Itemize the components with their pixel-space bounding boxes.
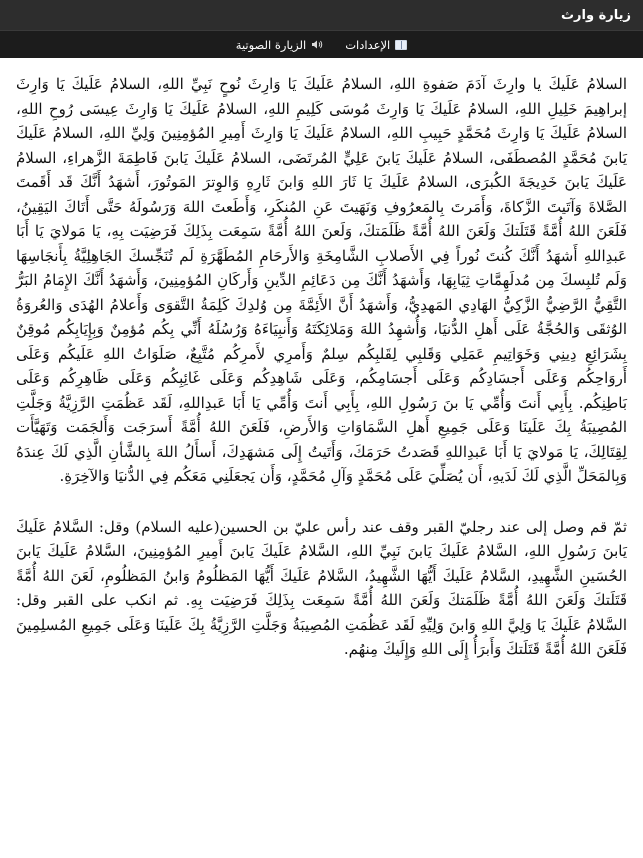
settings-button[interactable] xyxy=(345,38,407,52)
ziyarah-paragraph-2: ثمّ قم وصل إلى عند رجليّ القبر وقف عند رأس عليّ بن الحسين(عليه السلام) وقل: السَّلامُ عَلَيكَ يَابنَ رَسُولِ اللهِ، السَّلامُ عَلَيكَ يَابنَ نَبِيِّ اللهِ، السَّلامُ عَلَيكَ يَابنَ أَمِيرِ المُؤمِنِينَ، السَّلامُ عَلَيكَ يَابنَ الحُسَينِ الشَّهِيدِ، السَّلامُ عَلَيكَ أَيُّهَا الشَّهِيدُ، السَّلامُ عَلَيكَ أَيُّهَا المَظلُومُ وَابنُ المَظلُومِ، لَعَنَ اللهُ أُمَّةً قَتَلَتكَ وَلَعَنَ اللهُ أُمَّةً ظَلَمَتكَ وَلَعَنَ اللهُ أُمَّةً سَمِعَت بِذَلِكَ فَرَضِيَت بِهِ. ثم انكب على القبر وقل: السَّلامُ عَلَيكَ يَا وَلِيَّ اللهِ وَابنَ وَلِيِّهِ لَقَد عَظُمَتِ المُصِيبَةُ وَجَلَّتِ الرَّزِيَّةُ بِكَ عَلَينَا وَعَلَى جَمِيعِ المُسلِمِينَ فَلَعَنَ اللهُ أُمَّةً قَتَلَتكَ وَأَبرَأُ إِلَى اللهِ وَإِلَيكَ مِنهُم. xyxy=(16,517,627,658)
speaker-icon xyxy=(311,39,323,50)
settings-label: الإعدادات xyxy=(345,37,391,52)
book-icon xyxy=(395,40,407,50)
audio-ziyarah-button[interactable] xyxy=(236,38,323,52)
audio-ziyarah-label: الزيارة الصوتية xyxy=(235,37,307,52)
ziyarah-paragraph-1: السلامُ عَلَيكَ يا وارِثَ آدَمَ صَفوةِ اللهِ، السلامُ عَلَيكَ يَا وَارِثَ نُوحٍ نَبِيِّ اللهِ، السلامُ عَلَيكَ يَا وَارِثَ إبراهِيمَ خَلِيلِ اللهِ، السلامُ عَلَيكَ يَا وَارِثَ مُوسَى كَلِيمِ اللهِ، السلامُ عَلَيكَ يَا وَارِثَ عِيسَى رُوحِ اللهِ، السلامُ عَلَيكَ يَا وَارِثَ مُحَمَّدٍ حَبِيبِ اللهِ، السلامُ عَلَيكَ يَا وَارِثَ أَمِيرِ المُؤمِنِينَ وَلِيِّ اللهِ، السلامُ عَلَيكَ يَابنَ مُحَمَّدٍ المُصطَفَى، السلامُ عَلَيكَ يَابنَ عَلِيٍّ المُرتَضَى، السلامُ عَلَيكَ يَابنَ فَاطِمَةَ الزَّهراءِ، السلامُ عَلَيكَ يَابنَ خَدِيجَةَ الكُبرَى، السلامُ عَلَيكَ يَا ثَارَ اللهِ وَابنَ ثَارِهِ وَالوِترَ المَوتُورَ، أَشهَدُ أَنَّكَ قَد أَقَمتَ الصَّلاةَ وَآتَيتَ الزَّكاةَ، وَأَمَرتَ بِالمَعرُوفِ وَنَهَيتَ عَنِ المُنكَرِ، وَأَطَعتَ اللهَ وَرَسُولَهُ حَتَّى أَتَاكَ اليَقِينُ، فَلَعَنَ اللهُ أُمَّةً قَتَلَتكَ وَلَعَنَ اللهُ أُمَّةً ظَلَمَتكَ، وَلَعنَ اللهُ أُمَّةً سَمِعَت بِذَلِكَ فَرَضِيَت بِهِ، يَا مَولايَ يَا أَبَا عَبدِاللهِ أَشهَدُ أَنَّكَ كُنتَ نُوراً فِي الأَصلابِ الشَّامِخَةِ وَالأَرحَامِ المُطَهَّرَةِ لَم تُنَجِّسكَ الجَاهِلِيَّةُ بِأَنجَاسِهَا وَلَم تُلبِسكَ مِن مُدلَهِمَّاتِ ثِيَابِهَا، وَأَشهَدُ أَنَّكَ مِن دَعَائِمِ الدِّينِ وَأَركَانِ المُؤمِنِينَ، وَأَشهَدُ أَنَّكَ الإِمَامُ البَرُّ التَّقِيُّ الرَّضِيُّ الزَّكِيُّ الهَادِي المَهدِيُّ، وَأَشهَدُ أَنَّ الأَئِمَّةَ مِن وُلدِكَ كَلِمَةُ التَّقوَى وَأَعلامُ الهُدَى وَالعُروَةُ الوُثقَى وَالحُجَّةُ عَلَى أَهلِ الدُّنيَا، وَأُشهِدُ اللهَ وَمَلائِكَتَهُ وَأَنبِيَاءَهُ وَرُسُلَهُ أَنِّي بِكُم مُؤمِنٌ وَبِإِيَابِكُم مُوقِنٌ بِشَرَائِعِ دِينِي وَخَوَاتِيمِ عَمَلِي وَقَلبِي لِقَلبِكُم سِلمٌ وَأَمرِي لأَمرِكُم مُتَّبِعٌ، صَلَوَاتُ اللهِ عَلَيكُم وَعَلَى أَروَاحِكُم وَعَلَى أَجسَادِكُم وَعَلَى أَجسَامِكُم، وَعَلَى شَاهِدِكُم وَعَلَى غَائِبِكُم وَعَلَى ظَاهِرِكُم وَعَلَى بَاطِنِكُم. بِأَبِي أَنتَ وَأُمِّي يَا بنَ رَسُولِ اللهِ، بِأَبِي أَنتَ وَأُمِّي يَا أَبَا عَبدِاللهِ، لَقَد عَظُمَتِ الرَّزِيَّةُ وَجَلَّتِ المُصِيبَةُ بِكَ عَلَينَا وَعَلَى جَمِيعِ أَهلِ السَّمَاوَاتِ وَالأَرضِ، فَلَعَنَ اللهُ أُمَّةً أَسرَجَت وَأَلجَمَت وَتَهَيَّأَت لِقِتَالِكَ، يَا مَولايَ يَا أَبَا عَبدِاللهِ قَصَدتُ حَرَمَكَ، وَأَتَيتُ إِلَى مَشهَدِكَ، أَسأَلُ اللهَ بِالشَّأنِ الَّذِي لَكَ عِندَهُ وَبِالمَحَلِّ الَّذِي لَكَ لَدَيهِ، أَن يُصَلِّيَ عَلَى مُحَمَّدٍ وَآلِ مُحَمَّدٍ، وَأَن يَجعَلَنِي مَعَكُم فِي الدُّنيَا وَالآخِرَةِ. xyxy=(16,75,627,485)
toolbar xyxy=(0,30,643,58)
title-bar xyxy=(0,0,643,30)
window-title: زيارة وارث xyxy=(560,7,631,23)
ziyarah-text-area[interactable] xyxy=(0,58,643,858)
